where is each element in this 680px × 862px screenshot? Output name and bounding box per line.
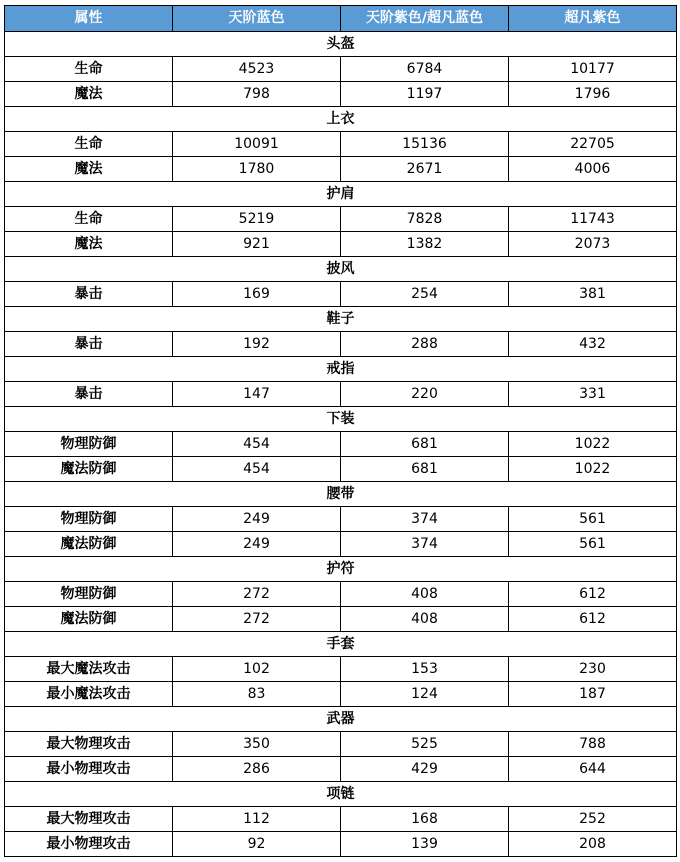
- section-title: 项链: [5, 782, 677, 807]
- stat-value: 681: [341, 432, 509, 457]
- stat-value: 187: [509, 682, 677, 707]
- stat-value: 83: [173, 682, 341, 707]
- table-row: [5, 332, 677, 357]
- section-title: 手套: [5, 632, 677, 657]
- attribute-label: 最大物理攻击: [5, 732, 173, 757]
- attribute-label: 生命: [5, 132, 173, 157]
- stat-value: 208: [509, 832, 677, 857]
- table-header: [5, 6, 677, 32]
- attribute-label: 暴击: [5, 282, 173, 307]
- header-tier-3: 超凡紫色: [509, 6, 677, 32]
- section-row: [5, 407, 677, 432]
- table-row: [5, 532, 677, 557]
- table-row: [5, 132, 677, 157]
- table-row: [5, 507, 677, 532]
- stat-value: 561: [509, 507, 677, 532]
- stat-value: 124: [341, 682, 509, 707]
- stat-value: 249: [173, 532, 341, 557]
- stat-value: 272: [173, 607, 341, 632]
- header-tier-1: 天阶蓝色: [173, 6, 341, 32]
- stat-value: 249: [173, 507, 341, 532]
- header-tier-2: 天阶紫色/超凡蓝色: [341, 6, 509, 32]
- attribute-label: 最大物理攻击: [5, 807, 173, 832]
- table-row: [5, 382, 677, 407]
- stat-value: 2671: [341, 157, 509, 182]
- stat-value: 1796: [509, 82, 677, 107]
- section-title: 下装: [5, 407, 677, 432]
- equipment-stats-table: [4, 5, 677, 857]
- stat-value: 139: [341, 832, 509, 857]
- stat-value: 1022: [509, 432, 677, 457]
- stat-value: 644: [509, 757, 677, 782]
- attribute-label: 魔法: [5, 232, 173, 257]
- attribute-label: 魔法防御: [5, 532, 173, 557]
- stat-value: 252: [509, 807, 677, 832]
- stat-value: 331: [509, 382, 677, 407]
- stat-value: 15136: [341, 132, 509, 157]
- attribute-label: 魔法防御: [5, 457, 173, 482]
- table-row: [5, 457, 677, 482]
- section-title: 护符: [5, 557, 677, 582]
- stat-value: 1382: [341, 232, 509, 257]
- stat-value: 92: [173, 832, 341, 857]
- attribute-label: 最小魔法攻击: [5, 682, 173, 707]
- stat-value: 10177: [509, 57, 677, 82]
- stat-value: 220: [341, 382, 509, 407]
- section-row: [5, 782, 677, 807]
- table-row: [5, 657, 677, 682]
- stat-value: 22705: [509, 132, 677, 157]
- table-row: [5, 57, 677, 82]
- section-title: 鞋子: [5, 307, 677, 332]
- stat-value: 2073: [509, 232, 677, 257]
- section-title: 披风: [5, 257, 677, 282]
- section-row: [5, 557, 677, 582]
- section-row: [5, 482, 677, 507]
- attribute-label: 最小物理攻击: [5, 757, 173, 782]
- stat-value: 254: [341, 282, 509, 307]
- stat-value: 561: [509, 532, 677, 557]
- table-body: [5, 32, 677, 857]
- section-row: [5, 107, 677, 132]
- attribute-label: 最大魔法攻击: [5, 657, 173, 682]
- stat-value: 525: [341, 732, 509, 757]
- table-row: [5, 232, 677, 257]
- stat-value: 454: [173, 457, 341, 482]
- stat-value: 286: [173, 757, 341, 782]
- table-row: [5, 607, 677, 632]
- stat-value: 112: [173, 807, 341, 832]
- stat-value: 788: [509, 732, 677, 757]
- stat-value: 432: [509, 332, 677, 357]
- table-row: [5, 807, 677, 832]
- section-row: [5, 357, 677, 382]
- stat-value: 168: [341, 807, 509, 832]
- table-row: [5, 757, 677, 782]
- attribute-label: 最小物理攻击: [5, 832, 173, 857]
- stat-value: 5219: [173, 207, 341, 232]
- stat-value: 230: [509, 657, 677, 682]
- stat-value: 612: [509, 582, 677, 607]
- section-row: [5, 257, 677, 282]
- section-title: 上衣: [5, 107, 677, 132]
- section-row: [5, 182, 677, 207]
- stat-value: 272: [173, 582, 341, 607]
- stat-value: 921: [173, 232, 341, 257]
- stat-value: 147: [173, 382, 341, 407]
- table-row: [5, 682, 677, 707]
- attribute-label: 生命: [5, 207, 173, 232]
- stat-value: 10091: [173, 132, 341, 157]
- attribute-label: 物理防御: [5, 582, 173, 607]
- table-container: [4, 5, 677, 857]
- section-title: 腰带: [5, 482, 677, 507]
- attribute-label: 暴击: [5, 332, 173, 357]
- stat-value: 408: [341, 582, 509, 607]
- stat-value: 288: [341, 332, 509, 357]
- stat-value: 374: [341, 532, 509, 557]
- header-attribute: 属性: [5, 6, 173, 32]
- section-row: [5, 307, 677, 332]
- table-row: [5, 82, 677, 107]
- stat-value: 381: [509, 282, 677, 307]
- stat-value: 4523: [173, 57, 341, 82]
- attribute-label: 魔法: [5, 82, 173, 107]
- stat-value: 374: [341, 507, 509, 532]
- stat-value: 612: [509, 607, 677, 632]
- attribute-label: 物理防御: [5, 507, 173, 532]
- table-row: [5, 582, 677, 607]
- stat-value: 1022: [509, 457, 677, 482]
- section-title: 戒指: [5, 357, 677, 382]
- stat-value: 153: [341, 657, 509, 682]
- attribute-label: 魔法: [5, 157, 173, 182]
- attribute-label: 生命: [5, 57, 173, 82]
- stat-value: 681: [341, 457, 509, 482]
- section-row: [5, 632, 677, 657]
- stat-value: 4006: [509, 157, 677, 182]
- table-row: [5, 282, 677, 307]
- stat-value: 429: [341, 757, 509, 782]
- stat-value: 454: [173, 432, 341, 457]
- stat-value: 1780: [173, 157, 341, 182]
- stat-value: 11743: [509, 207, 677, 232]
- stat-value: 102: [173, 657, 341, 682]
- header-row: [5, 6, 677, 32]
- stat-value: 7828: [341, 207, 509, 232]
- attribute-label: 暴击: [5, 382, 173, 407]
- stat-value: 192: [173, 332, 341, 357]
- table-row: [5, 207, 677, 232]
- stat-value: 169: [173, 282, 341, 307]
- stat-value: 408: [341, 607, 509, 632]
- stat-value: 1197: [341, 82, 509, 107]
- section-title: 头盔: [5, 32, 677, 57]
- stat-value: 350: [173, 732, 341, 757]
- table-row: [5, 432, 677, 457]
- attribute-label: 物理防御: [5, 432, 173, 457]
- section-row: [5, 32, 677, 57]
- table-row: [5, 732, 677, 757]
- section-title: 武器: [5, 707, 677, 732]
- table-row: [5, 157, 677, 182]
- stat-value: 6784: [341, 57, 509, 82]
- section-row: [5, 707, 677, 732]
- table-row: [5, 832, 677, 857]
- attribute-label: 魔法防御: [5, 607, 173, 632]
- stat-value: 798: [173, 82, 341, 107]
- section-title: 护肩: [5, 182, 677, 207]
